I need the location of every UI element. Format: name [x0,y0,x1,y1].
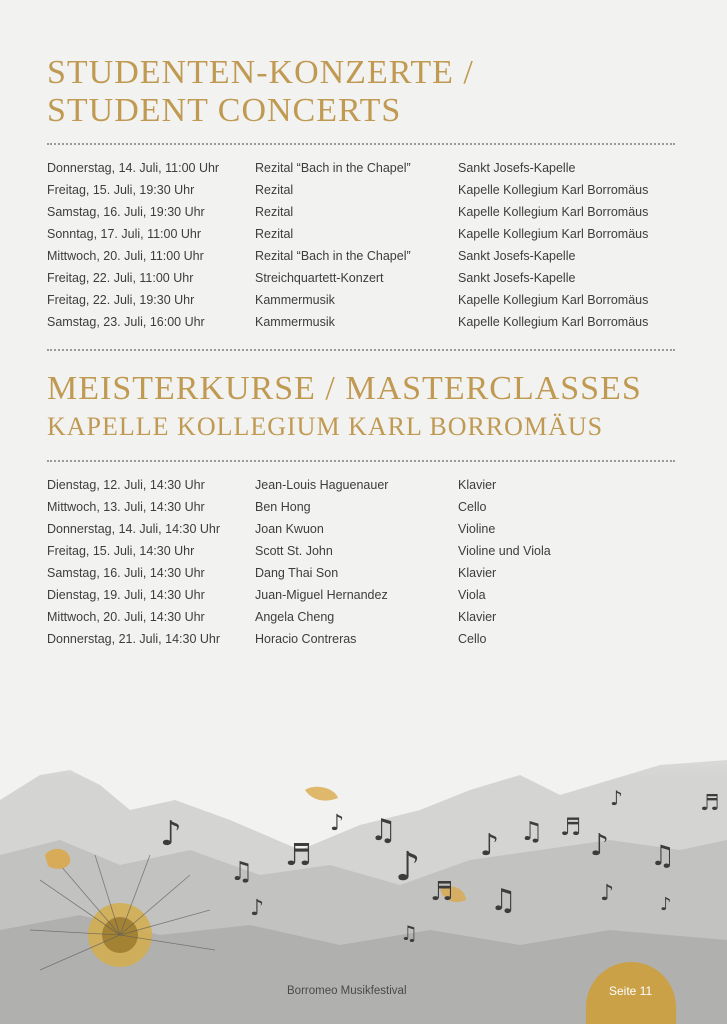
table-row [47,267,687,289]
concert-venue: Kapelle Kollegium Karl Borromäus [458,227,649,241]
table-row [47,311,687,333]
masterclass-teacher: Ben Hong [255,500,311,514]
concert-venue: Kapelle Kollegium Karl Borromäus [458,183,649,197]
divider [47,143,675,145]
svg-text:♪: ♪ [330,811,345,836]
masterclass-instrument: Cello [458,500,487,514]
masterclass-date: Samstag, 16. Juli, 14:30 Uhr [47,566,205,580]
svg-text:♫: ♫ [490,883,517,918]
masterclasses-title: MEISTERKURSE / MASTERCLASSES [47,370,642,407]
concert-program: Rezital [255,205,294,219]
table-row [47,518,687,540]
table-row [47,201,687,223]
masterclass-instrument: Violine und Viola [458,544,551,558]
concert-date: Mittwoch, 20. Juli, 11:00 Uhr [47,249,204,263]
concert-program: Kammermusik [255,315,335,329]
masterclass-date: Mittwoch, 20. Juli, 14:30 Uhr [47,610,205,624]
divider [47,349,675,351]
svg-text:♬: ♬ [285,838,312,873]
table-row [47,245,687,267]
masterclass-teacher: Jean-Louis Haguenauer [255,478,389,492]
svg-text:♫: ♫ [520,817,544,847]
svg-text:♪: ♪ [660,894,672,915]
masterclass-date: Mittwoch, 13. Juli, 14:30 Uhr [47,500,205,514]
masterclass-teacher: Dang Thai Son [255,566,339,580]
masterclass-date: Dienstag, 19. Juli, 14:30 Uhr [47,588,205,602]
masterclass-instrument: Viola [458,588,486,602]
masterclass-instrument: Klavier [458,610,497,624]
footer-festival-name: Borromeo Musikfestival [287,985,407,997]
svg-text:♪: ♪ [590,828,610,863]
table-row [47,223,687,245]
masterclasses-venue-title: KAPELLE KOLLEGIUM KARL BORROMÄUS [47,412,604,441]
concert-program: Rezital [255,183,294,197]
masterclass-instrument: Cello [458,632,487,646]
svg-text:♪: ♪ [600,881,615,906]
concert-date: Samstag, 16. Juli, 19:30 Uhr [47,205,205,219]
concert-venue: Kapelle Kollegium Karl Borromäus [458,315,649,329]
masterclass-teacher: Juan-Miguel Hernandez [255,588,388,602]
masterclass-date: Donnerstag, 21. Juli, 14:30 Uhr [47,632,221,646]
student-concerts-title-line1: STUDENTEN-KONZERTE / [47,54,474,91]
svg-text:♫: ♫ [400,921,418,945]
concert-venue: Sankt Josefs-Kapelle [458,249,576,263]
masterclass-instrument: Klavier [458,478,497,492]
table-row [47,474,687,496]
svg-text:♫: ♫ [650,839,676,872]
svg-text:♫: ♫ [370,813,397,848]
concert-program: Kammermusik [255,293,335,307]
table-row [47,628,687,650]
concert-date: Sonntag, 17. Juli, 11:00 Uhr [47,227,202,241]
table-row [47,562,687,584]
svg-text:♪: ♪ [250,896,265,921]
concert-date: Donnerstag, 14. Juli, 11:00 Uhr [47,161,220,175]
student-concerts-title-line2: STUDENT CONCERTS [47,92,402,129]
concert-program: Rezital “Bach in the Chapel” [255,249,411,263]
concert-program: Streichquartett-Konzert [255,271,384,285]
table-row [47,289,687,311]
table-row [47,496,687,518]
table-row [47,540,687,562]
masterclass-instrument: Violine [458,522,496,536]
svg-text:♬: ♬ [430,877,454,907]
masterclass-teacher: Joan Kwuon [255,522,324,536]
svg-text:♬: ♬ [560,813,582,841]
svg-text:♪: ♪ [480,828,500,863]
concert-program: Rezital [255,227,294,241]
concert-date: Freitag, 22. Juli, 19:30 Uhr [47,293,195,307]
concert-venue: Kapelle Kollegium Karl Borromäus [458,293,649,307]
page-number: Seite 11 [609,984,653,998]
divider [47,460,675,462]
masterclasses-table [47,474,687,650]
svg-text:♫: ♫ [230,857,254,887]
table-row [47,157,687,179]
svg-text:♪: ♪ [395,844,421,890]
svg-text:♬: ♬ [700,791,720,816]
masterclass-instrument: Klavier [458,566,497,580]
svg-text:♪: ♪ [610,786,623,810]
table-row [47,584,687,606]
concert-venue: Sankt Josefs-Kapelle [458,271,576,285]
table-row [47,606,687,628]
concert-date: Freitag, 22. Juli, 11:00 Uhr [47,271,194,285]
masterclass-teacher: Angela Cheng [255,610,335,624]
masterclass-date: Dienstag, 12. Juli, 14:30 Uhr [47,478,205,492]
concert-program: Rezital “Bach in the Chapel” [255,161,411,175]
concert-venue: Sankt Josefs-Kapelle [458,161,576,175]
table-row [47,179,687,201]
concert-date: Freitag, 15. Juli, 19:30 Uhr [47,183,195,197]
student-concerts-table [47,157,687,333]
concert-date: Samstag, 23. Juli, 16:00 Uhr [47,315,205,329]
concert-venue: Kapelle Kollegium Karl Borromäus [458,205,649,219]
masterclass-teacher: Scott St. John [255,544,333,558]
masterclass-date: Freitag, 15. Juli, 14:30 Uhr [47,544,195,558]
svg-text:♪: ♪ [160,814,182,854]
masterclass-date: Donnerstag, 14. Juli, 14:30 Uhr [47,522,221,536]
masterclass-teacher: Horacio Contreras [255,632,357,646]
